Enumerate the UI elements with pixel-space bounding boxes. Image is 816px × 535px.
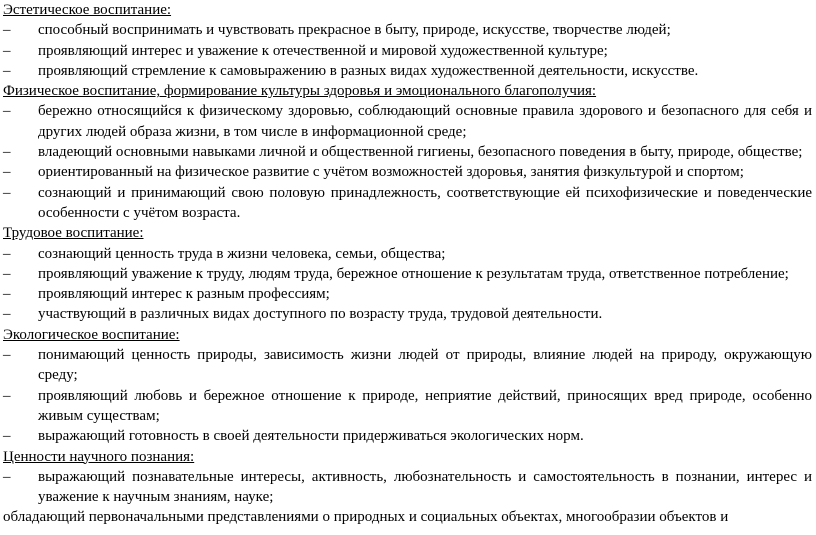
- section-aesthetic: [3, 0, 812, 81]
- bullet-dash: –: [3, 265, 11, 282]
- list-item: [3, 244, 812, 264]
- bullet-dash: –: [3, 306, 11, 323]
- list-item-text: выражающий готовность в своей деятельности придерживаться экологических норм.: [38, 428, 584, 445]
- list-item-text: бережно относящийся к физическому здоровью, соблюдающий основные правила здорового и безопасного для себя и других людей образа жизни, в том числе в информационной среде;: [38, 103, 812, 140]
- list-item-text: понимающий ценность природы, зависимость жизни людей от природы, влияние людей на природу, окружающую среду;: [38, 347, 812, 384]
- list-item: [3, 304, 812, 324]
- list-item-text: ориентированный на физическое развитие с учётом возможностей здоровья, занятия физкультурой и спортом;: [38, 164, 744, 181]
- section-ecological: [3, 325, 812, 447]
- bullet-dash: –: [3, 286, 11, 303]
- item-list: [3, 244, 812, 325]
- list-item-text: проявляющий интерес и уважение к отечественной и мировой художественной культуре;: [38, 42, 608, 59]
- item-list: [3, 467, 812, 508]
- list-item-text: проявляющий любовь и бережное отношение к природе, неприятие действий, приносящих вред природе, особенно живым существам;: [38, 387, 812, 424]
- bullet-dash: –: [3, 428, 11, 445]
- list-item: [3, 101, 812, 142]
- list-item: [3, 284, 812, 304]
- list-item-text: владеющий основными навыками личной и общественной гигиены, безопасного поведения в быту, природе, обществе;: [38, 144, 803, 161]
- list-item-text: проявляющий стремление к самовыражению в разных видах художественной деятельности, искусстве.: [38, 62, 699, 79]
- section-physical: [3, 81, 812, 223]
- bullet-dash: –: [3, 387, 11, 404]
- list-item: [3, 426, 812, 446]
- section-heading: Эстетическое воспитание:: [3, 2, 172, 18]
- list-item: [3, 41, 812, 61]
- section-science: [3, 447, 812, 508]
- list-item: [3, 162, 812, 182]
- item-list: [3, 101, 812, 223]
- bullet-dash: –: [3, 164, 11, 181]
- bullet-dash: –: [3, 468, 11, 485]
- list-item-text: участвующий в различных видах доступного по возрасту труда, трудовой деятельности.: [38, 306, 603, 323]
- list-item-text: проявляющий интерес к разным профессиям;: [38, 286, 330, 303]
- section-heading: Физическое воспитание, формирование культуры здоровья и эмоционального благополучия:: [3, 83, 597, 100]
- bullet-dash: –: [3, 62, 11, 79]
- list-item: [3, 264, 812, 284]
- trailing-paragraph: обладающий первоначальными представлениями о природных и социальных объектах, многообразии объектов и: [3, 509, 729, 526]
- list-item-text: сознающий ценность труда в жизни человека, семьи, общества;: [38, 245, 446, 262]
- bullet-dash: –: [3, 42, 11, 59]
- list-item: [3, 467, 812, 508]
- bullet-dash: –: [3, 245, 11, 262]
- section-labour: [3, 223, 812, 324]
- bullet-dash: –: [3, 103, 11, 120]
- bullet-dash: –: [3, 144, 11, 161]
- bullet-dash: –: [3, 22, 11, 39]
- section-heading: Ценности научного познания:: [3, 448, 195, 465]
- list-item: [3, 61, 812, 81]
- item-list: [3, 345, 812, 446]
- list-item: [3, 386, 812, 427]
- section-heading: Трудовое воспитание:: [3, 225, 144, 242]
- section-heading: Экологическое воспитание:: [3, 326, 180, 343]
- list-item: [3, 183, 812, 224]
- list-item: [3, 142, 812, 162]
- list-item-text: выражающий познавательные интересы, активность, любознательность и самостоятельность в познании, интерес и уважение к научным знаниям, науке;: [38, 468, 812, 506]
- bullet-dash: –: [3, 347, 11, 364]
- item-list: [3, 20, 812, 81]
- bullet-dash: –: [3, 184, 11, 201]
- list-item-text: проявляющий уважение к труду, людям труда, бережное отношение к результатам труда, ответственное потребление;: [38, 265, 789, 282]
- list-item: [3, 345, 812, 386]
- list-item-text: сознающий и принимающий свою половую принадлежность, соответствующие ей психофизические и поведенческие особенности с учётом возраста.: [38, 184, 812, 221]
- list-item-text: способный воспринимать и чувствовать прекрасное в быту, природе, искусстве, творчестве людей;: [38, 22, 671, 39]
- list-item: [3, 20, 812, 40]
